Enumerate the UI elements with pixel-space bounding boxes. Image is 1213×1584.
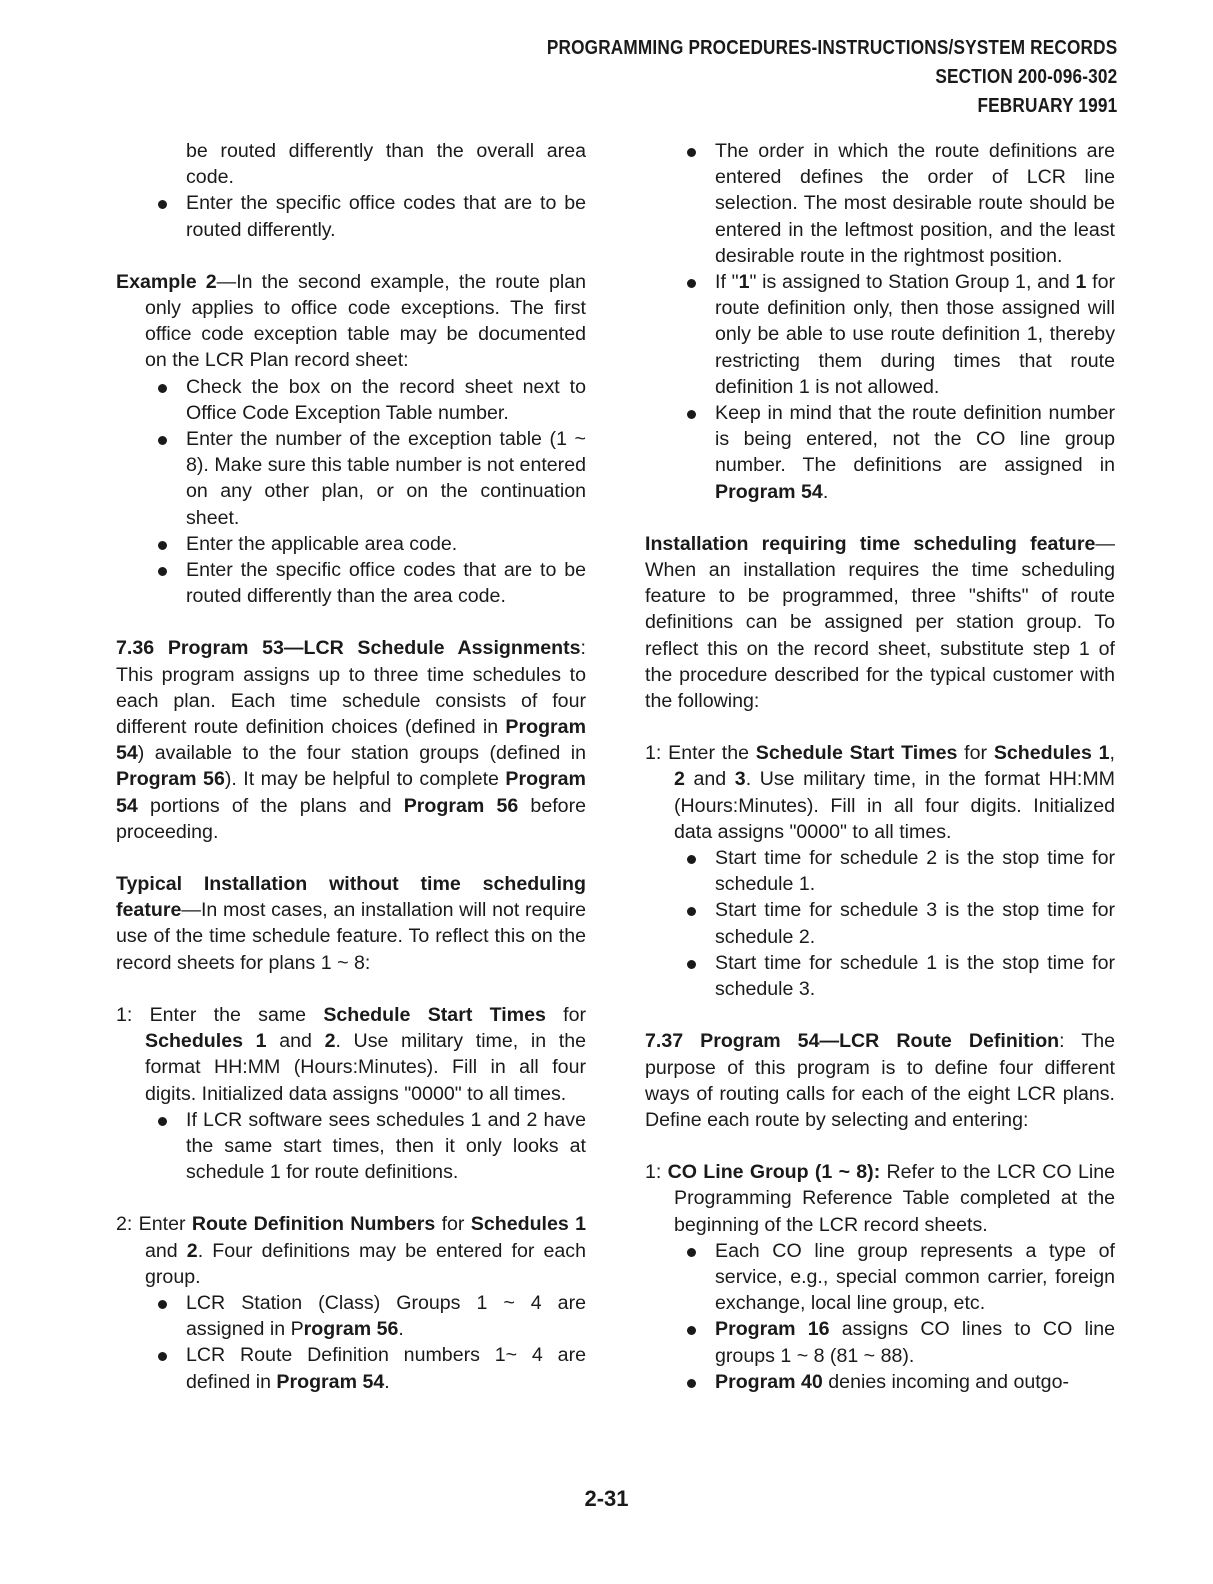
list-item: Start time for schedule 3 is the stop time for schedule 2. (645, 897, 1115, 949)
bullet-icon (687, 148, 696, 157)
bullet-icon (158, 567, 167, 576)
list-item: Start time for schedule 2 is the stop time for schedule 1. (645, 845, 1115, 897)
bullet-icon (687, 279, 696, 288)
bullet-icon (158, 541, 167, 550)
bullet-icon (687, 855, 696, 864)
bullet-icon (158, 200, 167, 209)
list-item: LCR Station (Class) Groups 1 ~ 4 are assigned in Program 56. (116, 1290, 586, 1342)
list-item: If "1" is assigned to Station Group 1, and 1 for route definition only, then those assigned will only be able to use route definition 1, thereby restricting them during times that route definition 1 is not allowed. (645, 269, 1115, 400)
bullet-icon (687, 960, 696, 969)
installation-time-scheduling-paragraph: Installation requiring time scheduling feature—When an installation requires the time scheduling feature to be programmed, three "shifts" of route definitions can be assigned per station group. To reflect this on the record sheet, substitute step 1 of the procedure described for the typical customer with the following: (645, 532, 1115, 713)
page-header (546, 34, 1117, 121)
right-column (645, 138, 1115, 1395)
list-item: Check the box on the record sheet next to Office Code Exception Table number. (116, 374, 586, 426)
step-1: 1: Enter the same Schedule Start Times for Schedules 1 and 2. Use military time, in the format HH:MM (Hours:Minutes). Fill in all four digits. Initialized data assigns "0000" to all times. (116, 1003, 586, 1105)
list-item: Enter the number of the exception table (1 ~ 8). Make sure this table number is not entered on any other plan, or on the continuation sheet. (116, 426, 586, 531)
section-7-36-title: 7.36 Program 53—LCR Schedule Assignments (116, 637, 581, 660)
left-column (116, 138, 586, 1395)
bullet-icon (158, 1117, 167, 1126)
list-item: If LCR software sees schedules 1 and 2 have the same start times, then it only looks at schedule 1 for route definitions. (116, 1107, 586, 1186)
bullet-icon (158, 384, 167, 393)
bullet-icon (687, 1379, 696, 1388)
installation-time-scheduling-title: Installation requiring time scheduling feature (645, 532, 1096, 555)
typical-installation-title: Typical Installation without time scheduling feature (116, 873, 586, 922)
bullet-icon (158, 1300, 167, 1309)
schedule-step-1: 1: Enter the Schedule Start Times for Schedules 1, 2 and 3. Use military time, in the format HH:MM (Hours:Minutes). Fill in all four digits. Initialized data assigns "0000" to all times. (645, 742, 1115, 843)
bullet-icon (687, 1326, 696, 1335)
continuation-text: be routed differently than the overall area code. (186, 140, 586, 189)
co-line-group-step: 1: CO Line Group (1 ~ 8): Refer to the LCR CO Line Programming Reference Table completed at the beginning of the LCR record sheets. (645, 1161, 1115, 1236)
example-2-label: Example 2 (116, 270, 217, 293)
list-item: Enter the specific office codes that are to be routed differently than the area code. (116, 557, 586, 609)
typical-installation-paragraph: Typical Installation without time scheduling feature—In most cases, an installation will not require use of the time schedule feature. To reflect this on the record sheets for plans 1 ~ 8: (116, 873, 586, 974)
list-item: Start time for schedule 1 is the stop time for schedule 3. (645, 950, 1115, 1002)
list-item: Keep in mind that the route definition number is being entered, not the CO line group number. The definitions are assigned in Program 54. (645, 400, 1115, 505)
list-item: Program 16 assigns CO lines to CO line groups 1 ~ 8 (81 ~ 88). (645, 1316, 1115, 1368)
page-number: 2-31 (584, 1486, 629, 1511)
list-item: Enter the specific office codes that are to be routed differently. (116, 190, 586, 242)
section-7-37-title: 7.37 Program 54—LCR Route Definition (645, 1030, 1060, 1053)
header-date: FEBRUARY 1991 (977, 95, 1117, 117)
bullet-icon (687, 1248, 696, 1257)
header-section: SECTION 200-096-302 (934, 66, 1117, 88)
list-item: Program 40 denies incoming and outgo- (645, 1369, 1115, 1395)
bullet-icon (687, 907, 696, 916)
list-item: Each CO line group represents a type of service, e.g., special common carrier, foreign exchange, local line group, etc. (645, 1238, 1115, 1317)
bullet-icon (158, 436, 167, 445)
section-7-36: 7.36 Program 53—LCR Schedule Assignments: This program assigns up to three time schedules to each plan. Each time schedule consists of four different route definition choices (defined in Program 54) available to the four station groups (defined in Program 56). It may be helpful to complete Program 54 portions of the plans and Program 56 before proceeding. (116, 637, 586, 843)
list-item: LCR Route Definition numbers 1~ 4 are defined in Program 54. (116, 1342, 586, 1394)
bullet-icon (687, 410, 696, 419)
example-2-paragraph: Example 2—In the second example, the route plan only applies to office code exceptions. The first office code exception table may be documented on the LCR Plan record sheet: (116, 270, 586, 372)
bullet-icon (158, 1352, 167, 1361)
list-item: The order in which the route definitions are entered defines the order of LCR line selection. The most desirable route should be entered in the leftmost position, and the least desirable route in the rightmost position. (645, 138, 1115, 269)
header-title: PROGRAMMING PROCEDURES-INSTRUCTIONS/SYSTEM RECORDS (546, 37, 1117, 59)
step-2: 2: Enter Route Definition Numbers for Schedules 1 and 2. Four definitions may be entered for each group. (116, 1213, 586, 1288)
list-item: Enter the applicable area code. (116, 531, 586, 557)
section-7-37: 7.37 Program 54—LCR Route Definition: The purpose of this program is to define four different ways of routing calls for each of the eight LCR plans. Define each route by selecting and entering: (645, 1030, 1115, 1131)
